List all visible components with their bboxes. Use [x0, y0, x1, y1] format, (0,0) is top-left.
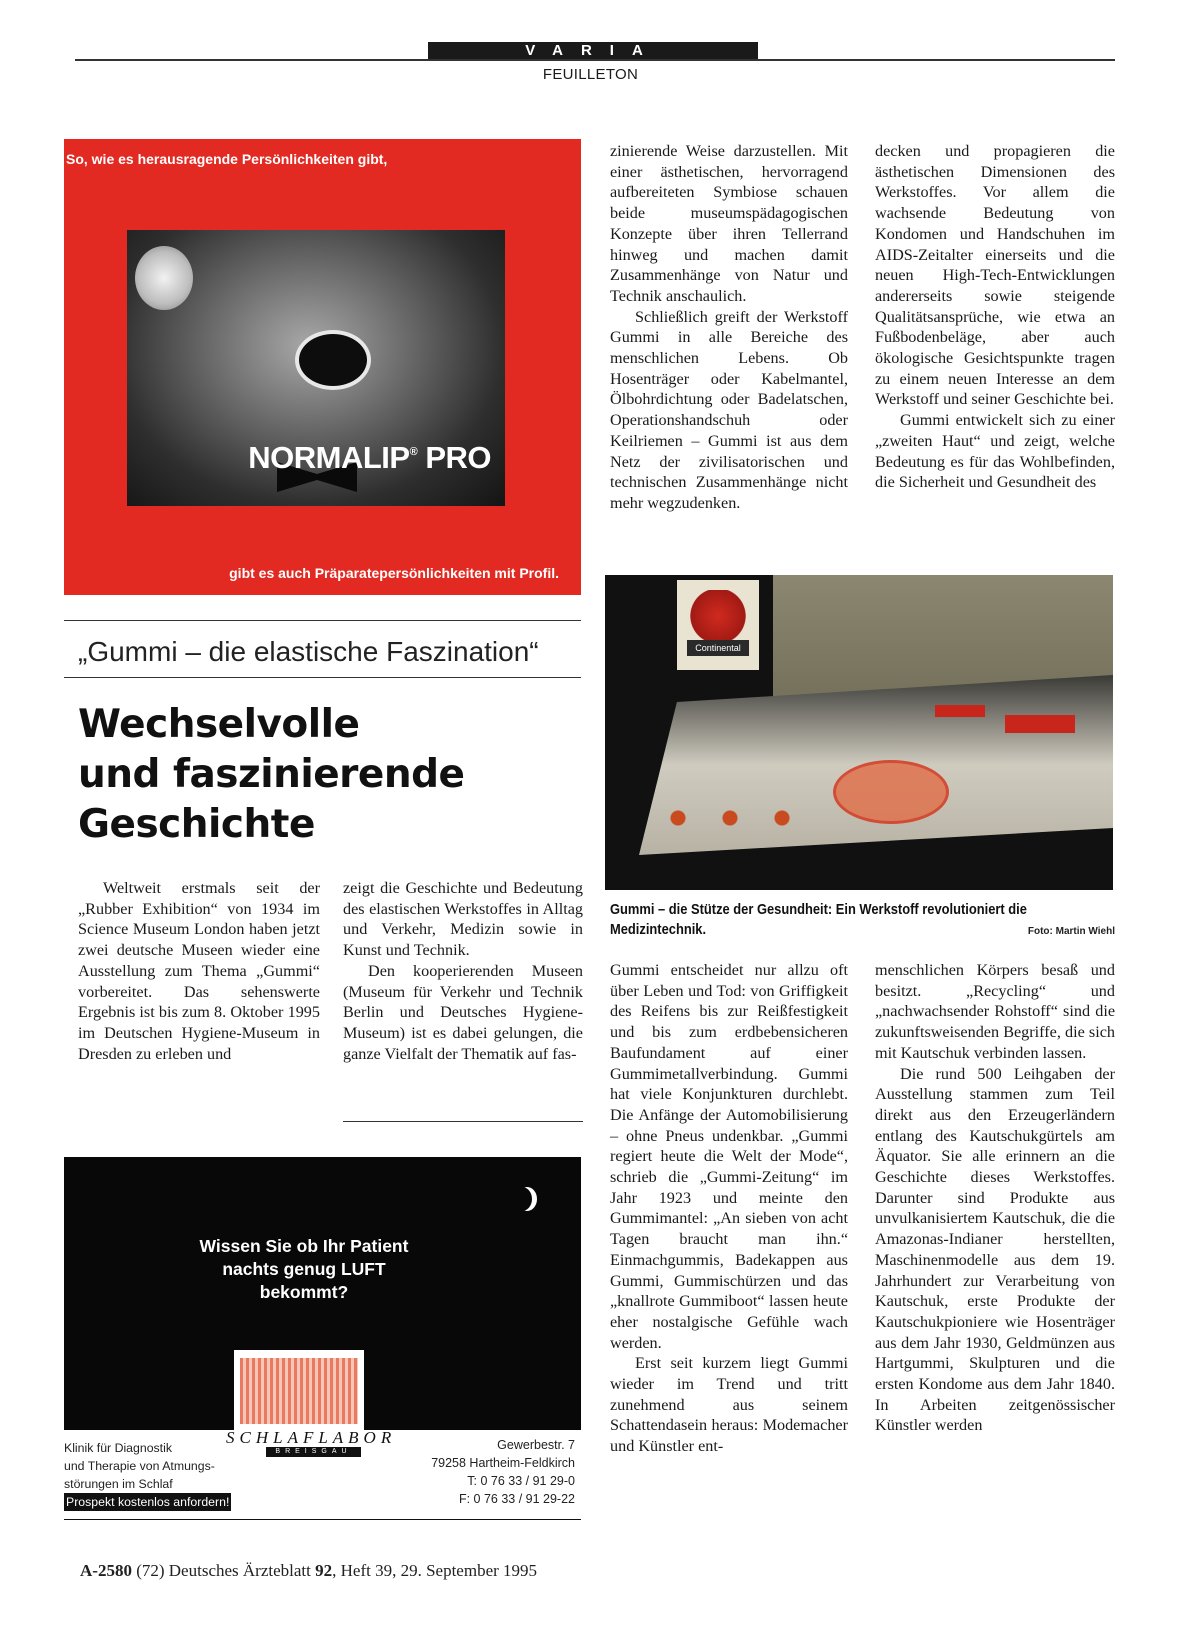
journal-name: Deutsches Ärzteblatt — [168, 1561, 311, 1580]
poster-label: Continental — [687, 640, 749, 656]
question-line: nachts genug LUFT — [222, 1259, 386, 1279]
normalip-ad — [64, 139, 581, 595]
question-line: Wissen Sie ob Ihr Patient — [199, 1236, 409, 1256]
article-col-4-bottom — [875, 960, 1115, 1436]
paragraph: Erst seit kurzem liegt Gummi wieder im Trend und tritt zunehmend aus seinem Schattendasein heraus: Modemacher und Künstler ent- — [610, 1354, 848, 1456]
red-object — [935, 705, 985, 717]
article-kicker: „Gummi – die elastische Faszination“ — [78, 636, 539, 667]
paragraph: Weltweit erstmals seit der „Rubber Exhibition“ von 1934 im Science Museum London haben jetzt zwei deutsche Museen wieder eine Ausstellung zum Thema „Gummi“ vorbereitet. Das sehenswerte Ergebnis ist bis zum 8. Oktober 1995 im Deutschen Hygiene-Museum in Dresden zu erleben und — [78, 879, 320, 1063]
fax-line: F: 0 76 33 / 91 29-22 — [458, 1492, 575, 1506]
brand-name: NORMALIP — [248, 440, 410, 475]
paragraph: menschlichen Körpers besaß und besitzt. „Recycling“ und „nachwachsender Rohstoff“ sind die zukunftsweisenden Begriffe, die sich mit Kautschuk verbinden lassen. — [875, 961, 1115, 1062]
subsection-label: FEUILLETON — [542, 66, 639, 83]
paragraph: Schließlich greift der Werkstoff Gummi in alle Bereiche des menschlichen Lebens. Ob Hosenträger oder Kabelmantel, Ölbohrdichtung oder Badelatschen, Operationshandschuh oder Keilriemen – Gummi ist aus dem Netz der zivilisatorischen und technischen Zusammenhänge nicht mehr wegzudenken. — [610, 307, 848, 512]
ad-question — [184, 1235, 424, 1304]
article-col-2 — [343, 878, 583, 1064]
ad-portrait-photo — [127, 230, 505, 506]
clinic-address — [431, 1436, 575, 1508]
moon-icon — [512, 1187, 532, 1211]
red-disc — [833, 760, 949, 824]
photo-caption: Gummi – die Stütze der Gesundheit: Ein Werkstoff revolutioniert die Medizintechnik. — [610, 901, 1027, 938]
kicker-rule-top — [64, 620, 581, 621]
brochure-cta: Prospekt kostenlos anfordern! — [66, 1495, 230, 1509]
flower-shape — [135, 246, 193, 310]
lung-logo-icon — [240, 1358, 358, 1424]
paragraph: Gummi entwickelt sich zu einer „zweiten Haut“ und zeigt, welche Bedeutung es für das Wohlbefinden, die Sicherheit und Gesundheit des — [875, 411, 1115, 492]
clinic-line: und Therapie von Atmungs- — [64, 1459, 215, 1473]
photo-credit: Foto: Martin Wiehl — [1027, 926, 1115, 937]
column-end-rule — [343, 1121, 583, 1122]
brand-suffix: PRO — [425, 440, 491, 475]
page-footer — [80, 1561, 537, 1581]
ad-top-text: So, wie es herausragende Persönlichkeiten gibt, — [66, 151, 388, 167]
schlaflabor-ad — [64, 1157, 581, 1430]
exhibition-photo — [605, 575, 1113, 890]
mouth-shape — [295, 330, 371, 390]
address-line: Gewerbestr. 7 — [497, 1438, 575, 1452]
paragraph: zinierende Weise darzustellen. Mit einer ästhetischen, hervorragend aufbereiteten Symbiose schauen beide museumspädagogischen Konzepte über ihren Tellerrand hinweg und machen damit Zusammenhänge von Natur und Technik anschaulich. — [610, 142, 848, 305]
article-col-3-bottom — [610, 960, 848, 1457]
page-number: A-2580 — [80, 1561, 132, 1580]
article-col-3-top — [610, 141, 848, 514]
clinic-description — [64, 1439, 231, 1511]
question-line: bekommt? — [259, 1282, 349, 1302]
ad-bottom-text: gibt es auch Präparatepersönlichkeiten mit Profil. — [229, 565, 559, 581]
paragraph: Gummi entscheidet nur allzu oft über Leben und Tod: von Griffigkeit des Reifens bis zur Reißfestigkeit und bis zum erdbebensicheren Baufundament auf einer Gummimetallverbindung. Gummi hat viele Konjunkturen durchlebt. Die Anfänge der Automobilisierung – ohne Pneus undenkbar. „Gummi regiert heute die Welt der Mode“, schrieb die „Gummi-Zeitung“ im Jahr 1923 und meinte den Gummimantel: „An sieben von acht Tagen braucht man ihn.“ Einmachgummis, Badekappen aus Gummi, Gummischürzen und das „knallrote Gummiboot“ lassen heute eher nostalgische Gefühle wach werden. — [610, 961, 848, 1352]
ad-brand — [248, 440, 491, 476]
paragraph: decken und propagieren die ästhetischen Dimensionen des Werkstoffes. Vor allem die wachsende Bedeutung von Kondomen und Handschuhen im AIDS-Zeitalter einerseits und die neuen High-Tech-Entwicklungen andererseits sowie steigende Qualitätsansprüche, wie etwa an Fußbodenbeläge, aber auch ökologische Gesichtspunkte tragen zu einem neuen Interesse an dem Werkstoff und seiner Geschichte bei. — [875, 142, 1115, 409]
paragraph: Den kooperierenden Museen (Museum für Verkehr und Technik Berlin und Deutsches Hygiene-Museum) ist es dabei gelungen, die ganze Vielfalt der Thematik auf fas- — [343, 961, 583, 1063]
kicker-rule-bottom — [64, 677, 581, 678]
continental-poster — [677, 580, 759, 670]
header-rule — [75, 59, 1115, 61]
schlaflabor-logo: SCHLAFLABOR — [226, 1428, 397, 1447]
page-paren: (72) — [136, 1561, 165, 1580]
headline-line-3: Geschichte — [78, 802, 315, 847]
issue-info: , Heft 39, 29. September 1995 — [332, 1561, 538, 1580]
headline-line-1: Wechselvolle — [78, 702, 360, 747]
breisgau-label: BREISGAU — [266, 1447, 361, 1457]
article-col-4-top — [875, 141, 1115, 493]
section-banner: VARIA — [428, 42, 758, 60]
red-object — [1005, 715, 1075, 733]
registered-mark: ® — [409, 446, 418, 458]
paragraph: zeigt die Geschichte und Bedeutung des elastischen Werkstoffes in Alltag und Verkehr, Medizin sowie in Kunst und Technik. — [343, 879, 583, 960]
phone-line: T: 0 76 33 / 91 29-0 — [467, 1474, 575, 1488]
article-col-1 — [78, 878, 320, 1064]
volume-number: 92 — [315, 1561, 333, 1580]
lung-logo-box — [234, 1350, 364, 1430]
address-line: 79258 Hartheim-Feldkirch — [431, 1456, 575, 1470]
headline-line-2: und faszinierende — [78, 752, 465, 797]
rubber-balls — [665, 810, 795, 826]
article-headline — [78, 700, 578, 850]
clinic-line: Klinik für Diagnostik — [64, 1441, 172, 1455]
paragraph: Die rund 500 Leihgaben der Ausstellung stammen zum Teil direkt aus den Erzeugerländern entlang des Kautschukgürtels am Äquator. Sie alle erinnern an die Geschichte dieses Werkstoffes. Darunter sind Produkte aus unvulkanisiertem Kautschuk, die die Amazonas-Indianer herstellten, Maschinenmodelle aus dem 19. Jahrhundert zur Verarbeitung von Kautschuk, erste Produkte der Kautschukpioniere wie Hosenträger aus dem Jahr 1930, Geldmünzen aus Hartgummi, Skulpturen und die ersten Kondome aus dem Jahr 1840. In Arbeiten zeitgenössischer Künstler werden — [875, 1064, 1115, 1435]
clinic-line: störungen im Schlaf — [64, 1477, 173, 1491]
schlaflabor-ad-footer — [64, 1430, 581, 1520]
